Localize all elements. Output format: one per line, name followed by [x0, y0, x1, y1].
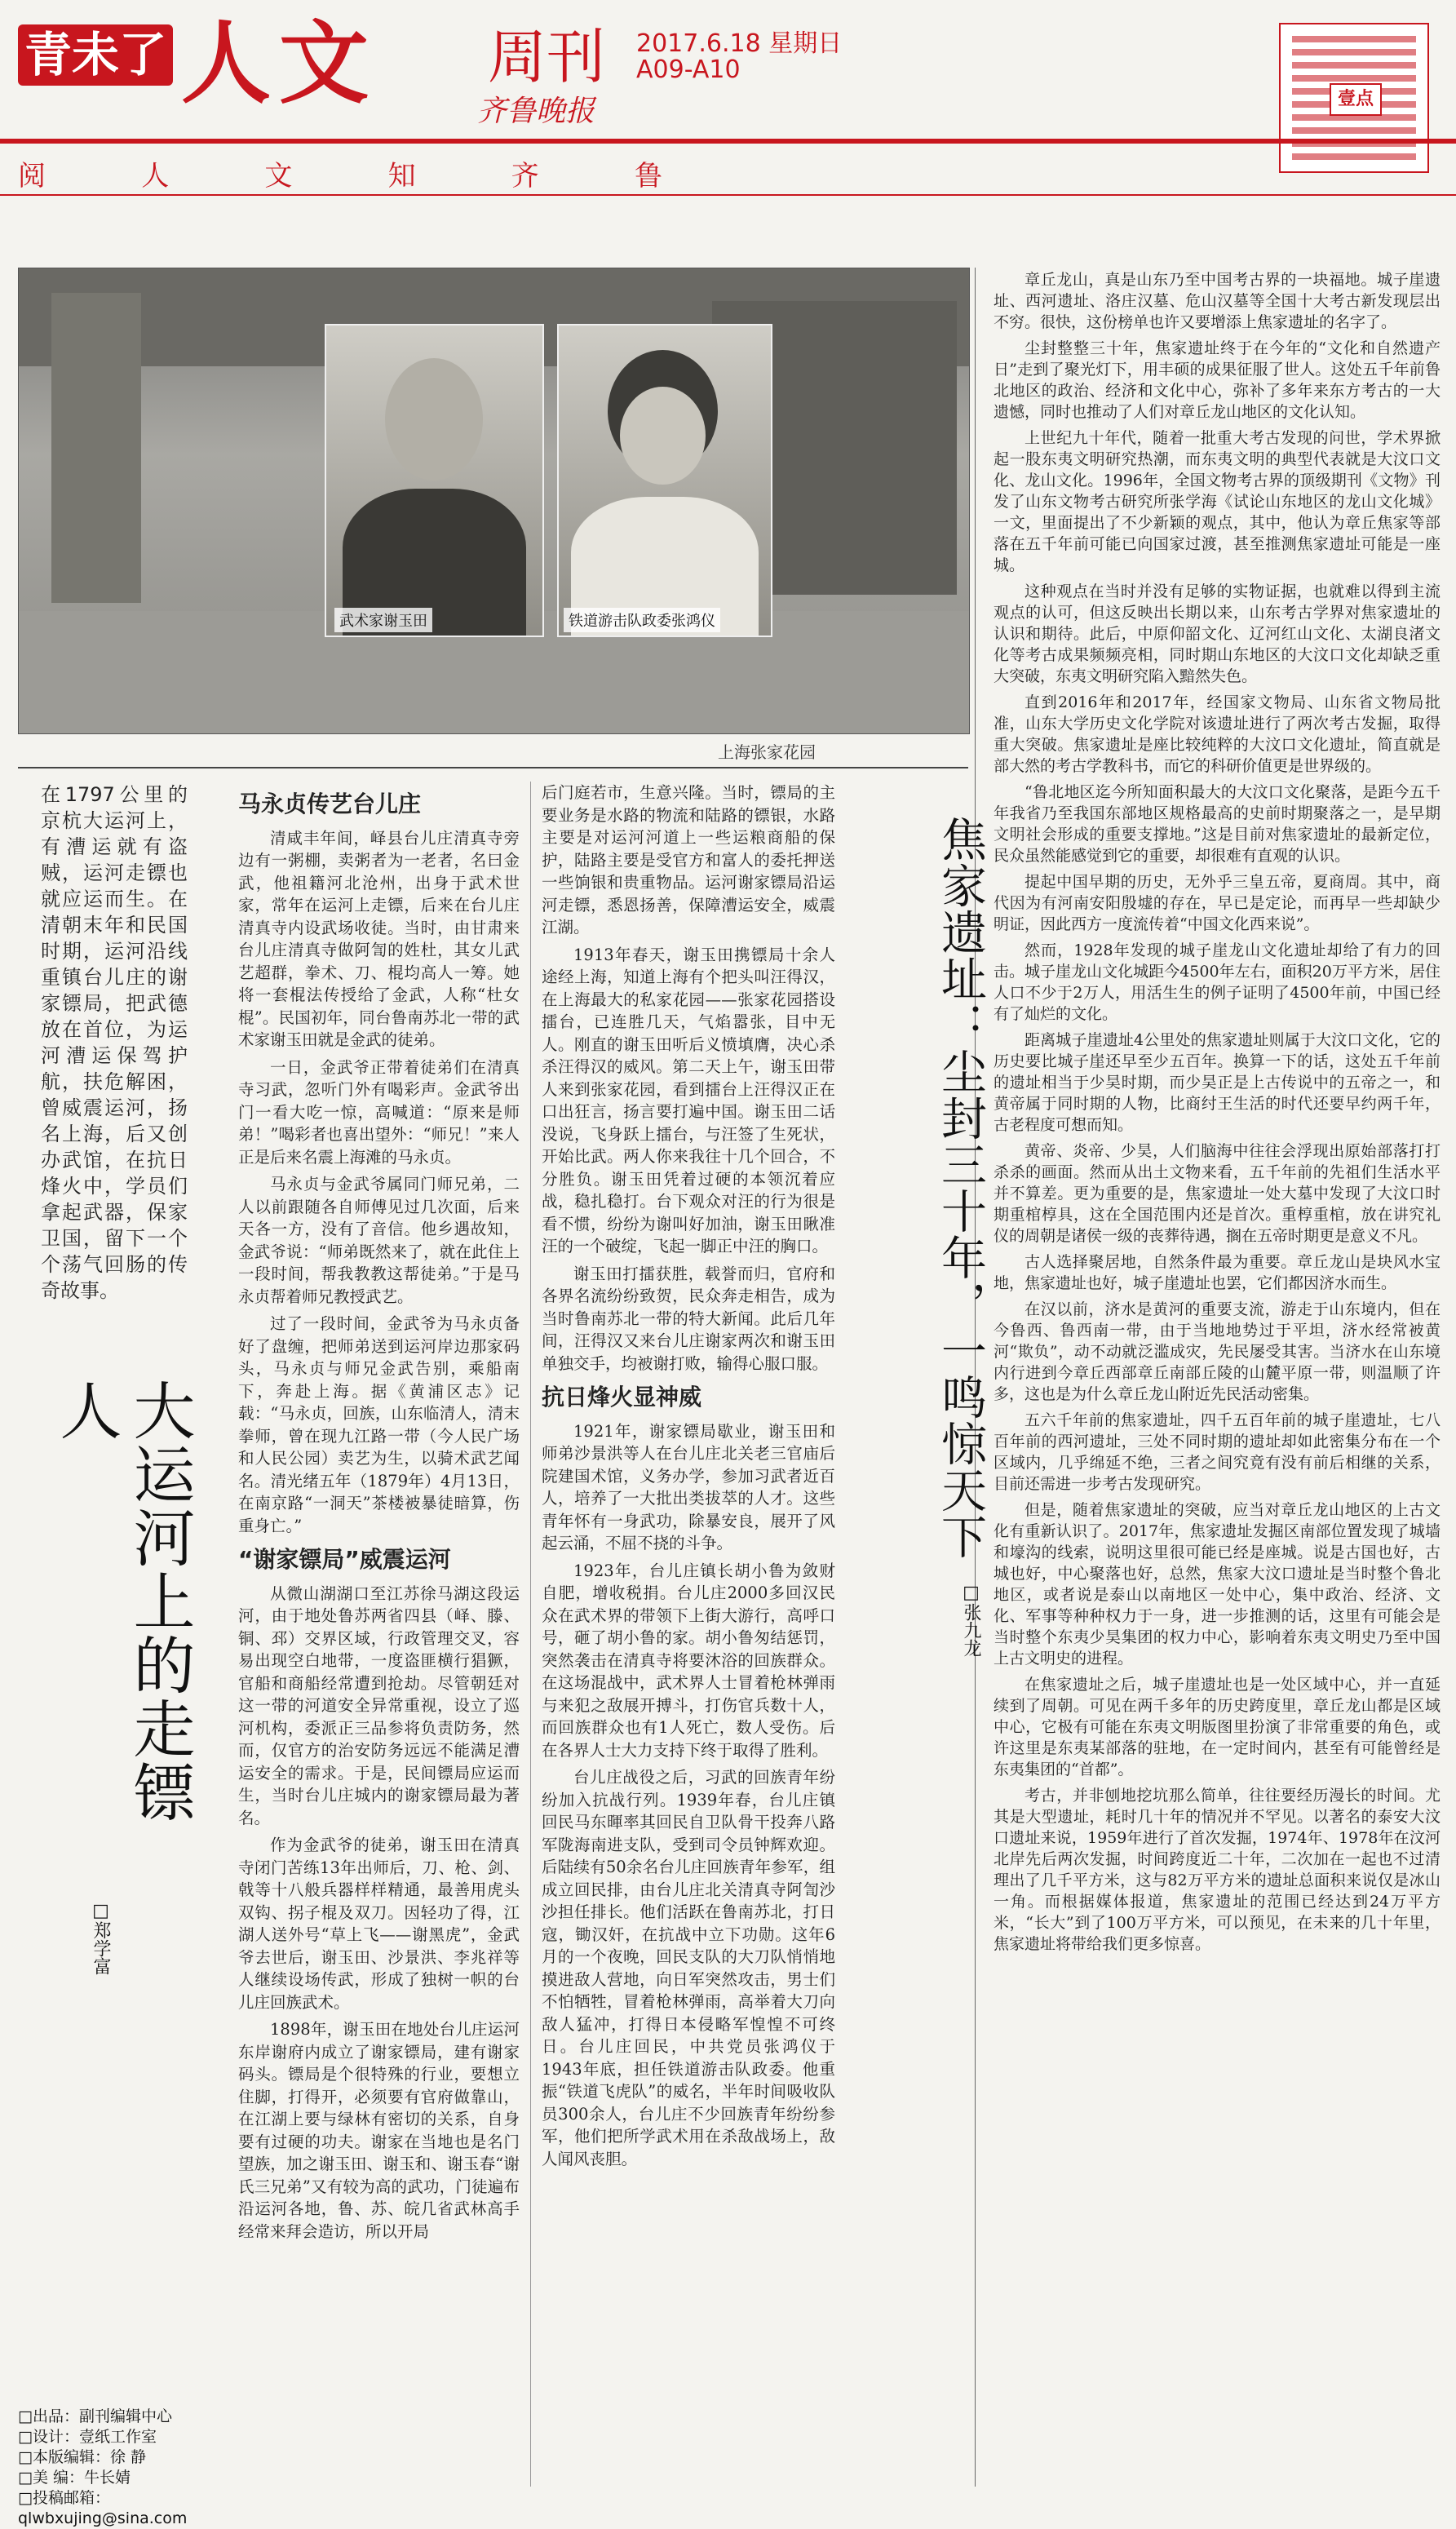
paragraph: 1921年，谢家镖局歇业，谢玉田和师弟沙景洪等人在台儿庄北关老三官庙后院建国术馆，义务办学，参加习武者近百人，培养了一大批出类拔萃的人才。这些青年怀有一身武功，除暴安良，展开了风起云涌，不屈不挠的斗争。	[542, 1421, 835, 1552]
newspaper-name: 齐鲁晚报	[477, 95, 595, 128]
slogan-rule	[0, 194, 1456, 196]
portrait-zhang-hongyi	[557, 324, 772, 637]
story2-column	[994, 269, 1441, 1960]
paragraph: 从微山湖湖口至江苏徐马湖这段运河，由于地处鲁苏两省四县（峄、滕、铜、邳）交界区域，行政管理交叉，容易出现空白地带，一度盗匪横行猖獗，官船和商船经常遭到抢劫。尽管朝廷对这一带的河道安全异常重视，设立了巡河机构，委派正三品参将负责防务，然而，仅官方的治安防务远远不能满足漕运安全的需求。于是，民间镖局应运而生，当时台儿庄城内的谢家镖局最为著名。	[238, 1583, 520, 1827]
paragraph: 提起中国早期的历史，无外乎三皇五帝，夏商周。其中，商代因为有河南安阳殷墟的存在，早已是定论，而再早一些却缺少明证，因此西方一度流传着“中国文化西来说”。	[994, 873, 1441, 933]
paragraph: 马永贞与金武爷属同门师兄弟，二人以前跟随各自师傅见过几次面，后来天各一方，没有了音信。他乡遇故知，金武爷说：“师弟既然来了，就在此住上一段时间，帮我教教这帮徒弟。”于是马永贞帮着师兄教授武艺。	[238, 1175, 520, 1306]
qr-code-icon	[1279, 23, 1429, 173]
paragraph: 古人选择聚居地，自然条件最为重要。章丘龙山是块风水宝地，焦家遗址也好，城子崖遗址也罢，它们都因济水而生。	[994, 1253, 1441, 1292]
slogan-char: 齐	[511, 160, 539, 193]
paragraph: 台儿庄战役之后，习武的回族青年纷纷加入抗战行列。1939年春，台儿庄镇回民马东暉率其回民自卫队骨干投奔八路军陇海南进支队，受到司令员钟辉欢迎。后陆续有50余名台儿庄回族青年参军，组成立回民排，由台儿庄北关清真寺阿訇沙沙担任排长。他们活跃在鲁南苏北，打日寇，锄汉奸，在抗战中立下功勋。这年6月的一个夜晚，回民支队的大刀队悄悄地摸进敌人营地，向日军突然攻击，男士们不怕牺牲，冒着枪林弹雨，高举着大刀向敌人猛冲，打得日本侵略军惶惶不可终日。台儿庄回民，中共党员张鸿仪于1943年底，担任铁道游击队政委。他重振“铁道飞虎队”的威名，半年时间吸收队员300余人，台儿庄不少回族青年纷纷参军，他们把所学武术用在杀敌战场上，敌人闻风丧胆。	[542, 1768, 835, 2168]
paragraph: 尘封整整三十年，焦家遗址终于在今年的“文化和自然遗产日”走到了聚光灯下，用丰硕的成果征服了世人。这处五千年前鲁北地区的政治、经济和文化中心，弥补了多年来东方考古的一大遗憾，同时也推动了人们对章丘龙山地区的文化认知。	[994, 339, 1441, 421]
photo-credit: 上海张家花园	[718, 742, 816, 762]
paragraph: 上世纪九十年代，随着一批重大考古发现的问世，学术界掀起一股东夷文明研究热潮，而东夷文明的典型代表就是大汶口文化、龙山文化。1996年，全国文物考古界的顶级期刊《文物》刊发了山东文物考古研究所张学海《试论山东地区的龙山文化城》一文，里面提出了不少新颖的观点，其中，他认为章丘焦家等部落在五千年前可能已向国家过渡，甚至推测焦家遗址可能是一座城。	[994, 429, 1441, 574]
slogan-char: 人	[141, 160, 170, 193]
paragraph: 这种观点在当时并没有足够的实物证据，也就难以得到主流观点的认可，但这反映出长期以来，山东考古学界对焦家遗址的认识和期待。此后，中原仰韶文化、辽河红山文化、太湖良渚文化等考古成果频频亮相，同时期山东地区的大汶口文化却缺乏重大突破，东夷文明研究陷入黯然失色。	[994, 582, 1441, 685]
masthead-slogan	[18, 153, 662, 193]
story1-heading-3: 抗日烽火显神威	[542, 1384, 702, 1411]
photo-caption-right: 铁道游击队政委张鸿仪	[564, 608, 720, 632]
photo-rule	[18, 767, 968, 768]
paragraph: 章丘龙山，真是山东乃至中国考古界的一块福地。城子崖遗址、西河遗址、洛庄汉墓、危山汉墓等全国十大考古新发现层出不穷。很快，这份榜单也许又要增添上焦家遗址的名字了。	[994, 271, 1441, 331]
paragraph: 考古，并非刨地挖坑那么简单，往往要经历漫长的时间。尤其是大型遗址，耗时几十年的情况并不罕见。以著名的泰安大汶口遗址来说，1959年进行了首次发掘，1974年、1978年在汶河北岸先后两次发掘，时间跨度近二十年，二次加在一起也不过清理出了几千平方米，这与82万平方米的遗址总面积来说仅是冰山一角。而根据媒体报道，焦家遗址的范围已经达到24万平方米，“长大”到了100万平方米，可以预见，在未来的几十年里，焦家遗址将带给我们更多惊喜。	[994, 1787, 1441, 1953]
paragraph: 谢玉田打擂获胜，载誉而归，官府和各界名流纷纷致贺，民众奔走相告，成为当时鲁南苏北一带的特大新闻。此后几年间，汪得汉又来台儿庄谢家两次和谢玉田单独交手，均被谢打败，输得心服口服。	[542, 1264, 835, 1373]
paragraph: 一日，金武爷正带着徒弟们在清真寺习武，忽听门外有喝彩声。金武爷出门一看大吃一惊，高喊道：“原来是师弟！”喝彩者也喜出望外：“师兄！”来人正是后来名震上海滩的马永贞。	[238, 1057, 520, 1167]
paragraph: 五六千年前的焦家遗址，四千五百年前的城子崖遗址，七八百年前的西河遗址，三处不同时期的遗址却如此密集分布在一个区域内，几乎绵延不绝，三者之间究竟有没有前后相继的关系，目前还需进一步考古发现研究。	[994, 1411, 1441, 1493]
slogan-char: 鲁	[634, 160, 662, 193]
paragraph: 在汉以前，济水是黄河的重要支流，游走于山东境内，但在今鲁西、鲁西南一带，由于当地地势过于平坦，济水经常被黄河“欺负”，动不动就泛滥成灾，先民屡受其害。当济水在山东境内行进到今章丘西部章丘南部丘陵的山麓平原一带，则温顺了许多，这也是为什么章丘龙山附近先民活动密集。	[994, 1300, 1441, 1403]
page-credits	[18, 2407, 187, 2529]
credit-line: □投稿邮箱：	[18, 2489, 110, 2507]
paragraph: 1913年春天，谢玉田携镖局十余人途经上海，知道上海有个把头叫汪得汉，在上海最大的私家花园——张家花园搭设擂台，已连胜几天，气焰嚣张，目中无人。刚直的谢玉田听后义愤填膺，决心杀杀汪得汉的威风。第二天上午，谢玉田带人来到张家花园，看到擂台上汪得汉正在口出狂言，扬言要打遍中国。谢玉田二话没说，飞身跃上擂台，与汪签了生死状，开始比武。两人你来我往十几个回合，不分胜负。谢玉田凭着过硬的本领沉着应战，稳扎稳打。台下观众对汪的行为很是看不惯，纷纷为谢叫好加油，谢玉田瞅准汪的一个破绽，飞起一脚正中汪的胸口。	[542, 945, 835, 1256]
qr-label: 壹点	[1330, 83, 1382, 116]
credit-line: □本版编辑：徐 静	[18, 2448, 146, 2466]
story1-column-2	[542, 782, 835, 2175]
paragraph: 然而，1928年发现的城子崖龙山文化遗址却给了有力的回击。城子崖龙山文化城距今4500年左右，面积20万平方米，居住人口不少于2万人，用活生生的例子证明了4500年前，中国已经有了灿烂的文化。	[994, 941, 1441, 1023]
page-numbers: A09-A10	[636, 55, 741, 84]
story1-column-1	[238, 782, 520, 2248]
slogan-char: 阅	[18, 160, 46, 193]
paragraph: 黄帝、炎帝、少昊，人们脑海中往往会浮现出原始部落打打杀杀的画面。然而从出土文物来看，五千年前的先祖们生活水平并不算差。更为重要的是，焦家遗址一处大墓中发现了大汶口时期重棺椁具，这在全国范围内还是首次。重椁重棺，放在讲究礼仪的周朝是诸侯一级的丧葬待遇，搁在五帝时期更是意义不凡。	[994, 1142, 1441, 1245]
paragraph: 在焦家遗址之后，城子崖遗址也是一处区域中心，并一直延续到了周朝。可见在两千多年的历史跨度里，章丘龙山都是区域中心，它极有可能在东夷文明版图里扮演了非常重要的角色，或许这里是东夷某部落的驻地，在一定时间内，甚至有可能曾经是东夷集团的“首都”。	[994, 1676, 1441, 1778]
photo-caption-left: 武术家谢玉田	[334, 608, 432, 632]
historic-photo	[18, 268, 970, 734]
portrait-xie-yutian	[325, 324, 544, 637]
paragraph: 1923年，台儿庄镇长胡小鲁为敛财自肥，增收税捐。台儿庄2000多回汉民众在武术界的带领下上街大游行，高呼口号，砸了胡小鲁的家。胡小鲁匆结惩罚，突然袭击在清真寺将要沐浴的回族群众。在这场混战中，武术界人士冒着枪林弹雨与来犯之敌展开搏斗，打伤官兵数十人，而回族群众也有1人死亡，数人受伤。后在各界人士大力支持下终于取得了胜利。	[542, 1561, 835, 1760]
credit-line: □美 编：牛长婧	[18, 2469, 131, 2487]
story1-title: 大运河上的走镖人	[50, 1379, 196, 1824]
section-subtitle: 周刊	[488, 23, 606, 91]
slogan-char: 知	[387, 160, 416, 193]
paragraph: “鲁北地区迄今所知面积最大的大汶口文化聚落，是距今五千年我省乃至我国东部地区规格最高的史前时期聚落之一，是早期文明社会形成的重要支撑地。”这是目前对焦家遗址的最新定位，民众虽然能感觉到它的重要，却很难有直观的认识。	[994, 783, 1441, 865]
story2-title: 焦家遗址：尘封三十年，一鸣惊天下	[934, 816, 987, 1560]
issue-date: 2017.6.18 星期日	[636, 29, 843, 58]
masthead-logo: 青未了	[18, 24, 173, 86]
column-rule	[530, 782, 531, 2487]
paragraph: 直到2016年和2017年，经国家文物局、山东省文物局批准，山东大学历史文化学院对该遗址进行了两次考古发掘，取得重大突破。焦家遗址是座比较纯粹的大汶口文化遗址，简直就是部大然的考古学教科书，而它的科研价值更是世界级的。	[994, 693, 1441, 775]
story1-byline: □郑学富	[91, 1901, 111, 1975]
paragraph: 后门庭若市，生意兴隆。当时，镖局的主要业务是水路的物流和陆路的镖银，水路主要是对运河河道上一些运粮商船的保护，陆路主要是受官方和富人的委托押送一些饷银和贵重物品。运河谢家镖局沿运河走镖，悉恩扬善，保障漕运安全，威震江湖。	[542, 783, 835, 937]
credit-line: □设计：壹纸工作室	[18, 2428, 157, 2446]
credit-email: qlwbxujing@sina.com	[18, 2509, 188, 2527]
paragraph: 但是，随着焦家遗址的突破，应当对章丘龙山地区的上古文化有重新认识了。2017年，焦家遗址发掘区南部位置发现了城墙和壕沟的线索，说明这里很可能已经是座城。说是古国也好，古城也好，中心聚落也好，总然，焦家大汶口遗址是当时整个鲁北地区，或者说是泰山以南地区一处中心，集中政治、经济、文化、军事等种种权力于一身，进一步推测的话，这里有可能会是当时整个东夷少昊集团的权力中心，影响着东夷文明史乃至中国上古文明史的进程。	[994, 1501, 1441, 1668]
paragraph: 1898年，谢玉田在地处台儿庄运河东岸谢府内成立了谢家镖局，建有谢家码头。镖局是个很特殊的行业，要想立住脚，打得开，必须要有官府做靠山，在江湖上要与绿林有密切的关系，自身要有过硬的功夫。谢家在当地也是名门望族，加之谢玉田、谢玉和、谢玉春“谢氏三兄弟”又有较为高的武功，门徒遍布沿运河各地，鲁、苏、皖几省武林高手经常来拜会造访，所以开局	[238, 2020, 520, 2241]
section-title: 人文	[181, 11, 377, 116]
story1-heading-2: “谢家镖局”威震运河	[238, 1546, 451, 1573]
story1-intro: 在1797公里的京杭大运河上，有漕运就有盗贼，运河走镖也就应运而生。在清朝末年和民国时期，运河沿线重镇台儿庄的谢家镖局，把武德放在首位，为运河漕运保驾护航，扶危解困，曾威震运河，扬名上海，后又创办武馆，在抗日烽火中，学员们拿起武器，保家卫国，留下一个个荡气回肠的传奇故事。	[41, 783, 188, 1302]
masthead-rule	[0, 139, 1456, 144]
story1-heading-1: 马永贞传艺台儿庄	[238, 791, 422, 817]
story2-byline: □张九龙	[961, 1583, 981, 1657]
paragraph: 过了一段时间，金武爷为马永贞备好了盘缠，把师弟送到运河岸边那家码头，马永贞与师兄金武告别，乘船南下，奔赴上海。据《黄浦区志》记载：“马永贞，回族，山东临清人，清末拳师，曾在现九江路一带（今人民广场和人民公园）卖艺为生，以骑术武艺闻名。清光绪五年（1879年）4月13日，在南京路“一洞天”茶楼被暴徒暗算，伤重身亡。”	[238, 1314, 520, 1535]
paragraph: 距离城子崖遗址4公里处的焦家遗址则属于大汶口文化，它的历史要比城子崖还早至少五百年。换算一下的话，这处五千年前的遗址相当于少昊时期，而少昊正是上古传说中的五帝之一，和黄帝属于同时期的人物，比商纣王生活的时代还要早约两千年，古老程度可想而知。	[994, 1031, 1441, 1134]
credit-line: □出品：副刊编辑中心	[18, 2407, 172, 2425]
paragraph: 清咸丰年间，峄县台儿庄清真寺旁边有一粥棚，卖粥者为一老者，名曰金武，他祖籍河北沧州，出身于武术世家，常年在运河上走镖，后来在台儿庄清真寺内设武场收徒。当时，由甘肃来台儿庄清真寺做阿訇的姓杜，其女儿武艺超群，拳术、刀、棍均高人一筹。她将一套棍法传授给了金武，人称“杜女棍”。民国初年，同台鲁南苏北一带的武术家谢玉田就是金武的徒弟。	[238, 828, 520, 1049]
slogan-char: 文	[264, 160, 293, 193]
paragraph: 作为金武爷的徒弟，谢玉田在清真寺闭门苦练13年出师后，刀、枪、剑、戟等十八般兵器样样精通，最善用虎头双钩、拐子棍及双刀。因轻功了得，江湖人送外号“草上飞——谢黑虎”，金武爷去世后，谢玉田、沙景洪、李兆祥等人继续设场传武，形成了独树一帜的台儿庄回族武术。	[238, 1836, 520, 2012]
